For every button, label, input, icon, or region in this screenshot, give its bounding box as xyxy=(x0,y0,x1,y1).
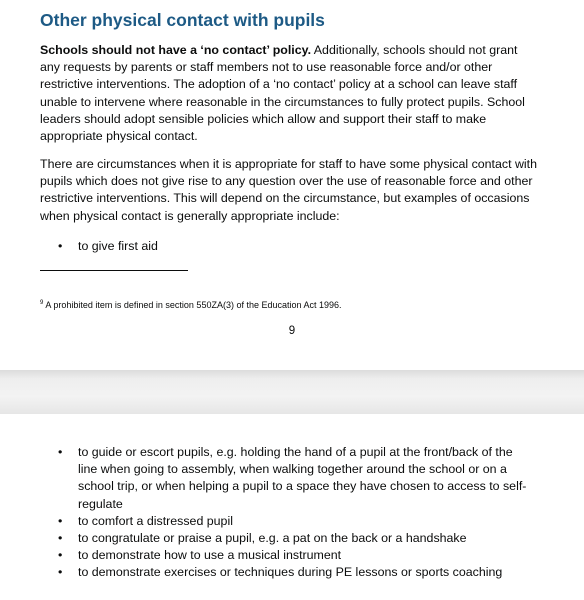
list-item-text: to demonstrate exercises or techniques during PE lessons or sports coaching xyxy=(78,565,503,580)
footnote-marker: 9 xyxy=(40,300,44,306)
footnote-text: A prohibited item is defined in section 550ZA(3) of the Education Act 1996. xyxy=(43,300,342,310)
bullet-icon: • xyxy=(58,548,63,563)
page-number: 9 xyxy=(288,325,296,337)
paragraph-body: Additionally, schools should not grant any requests by parents or staff members not to use reasonable force and/or other restrictive interventions. The adoption of a ‘no contact’ policy at a school can leave staff unable to intervene where reasonable in the circumstances to fully protect pupils. School leaders should adopt sensible policies which allow and support their staff to make appropriate physical contact. xyxy=(40,43,525,144)
paragraph-circumstances: There are circumstances when it is appropriate for staff to have some physical contact with pupils which does not give rise to any question over the use of reasonable force and other restrictive interventions. This will depend on the circumstance, but examples of occasions when physical contact is generally appropriate include: xyxy=(40,157,538,223)
paragraph-no-contact-policy xyxy=(40,42,540,145)
bullet-icon: • xyxy=(58,239,63,253)
list-item-text: to congratulate or praise a pupil, e.g. a pat on the back or a handshake xyxy=(78,531,467,546)
bullet-icon: • xyxy=(58,445,63,459)
bullet-list-page9 xyxy=(58,238,528,255)
list-item xyxy=(58,530,528,547)
bullet-icon: • xyxy=(58,565,63,580)
list-item-text: to demonstrate how to use a musical instrument xyxy=(78,548,342,563)
bullet-icon: • xyxy=(58,531,63,546)
section-heading: Other physical contact with pupils xyxy=(40,10,325,30)
page-break-gap xyxy=(0,370,584,414)
footnote-divider xyxy=(40,270,188,271)
footnote xyxy=(40,300,342,310)
bullet-list-page10 xyxy=(58,444,528,582)
list-item xyxy=(58,564,528,581)
list-item-text: to give first aid xyxy=(78,239,158,253)
list-item-text: to comfort a distressed pupil xyxy=(78,513,233,528)
paragraph-bold-lead: Schools should not have a ‘no contact’ policy. xyxy=(40,43,312,57)
list-item xyxy=(58,238,528,255)
list-item-text: to guide or escort pupils, e.g. holding the hand of a pupil at the front/back of the line when going to assembly, when walking together around the school or on a school trip, or when helping a pupil to a space they have chosen to access to self-regulate xyxy=(78,445,527,511)
list-item xyxy=(58,547,528,564)
list-item xyxy=(58,513,528,530)
list-item xyxy=(58,444,528,513)
document-page-10 xyxy=(0,414,584,600)
bullet-icon: • xyxy=(58,513,63,528)
